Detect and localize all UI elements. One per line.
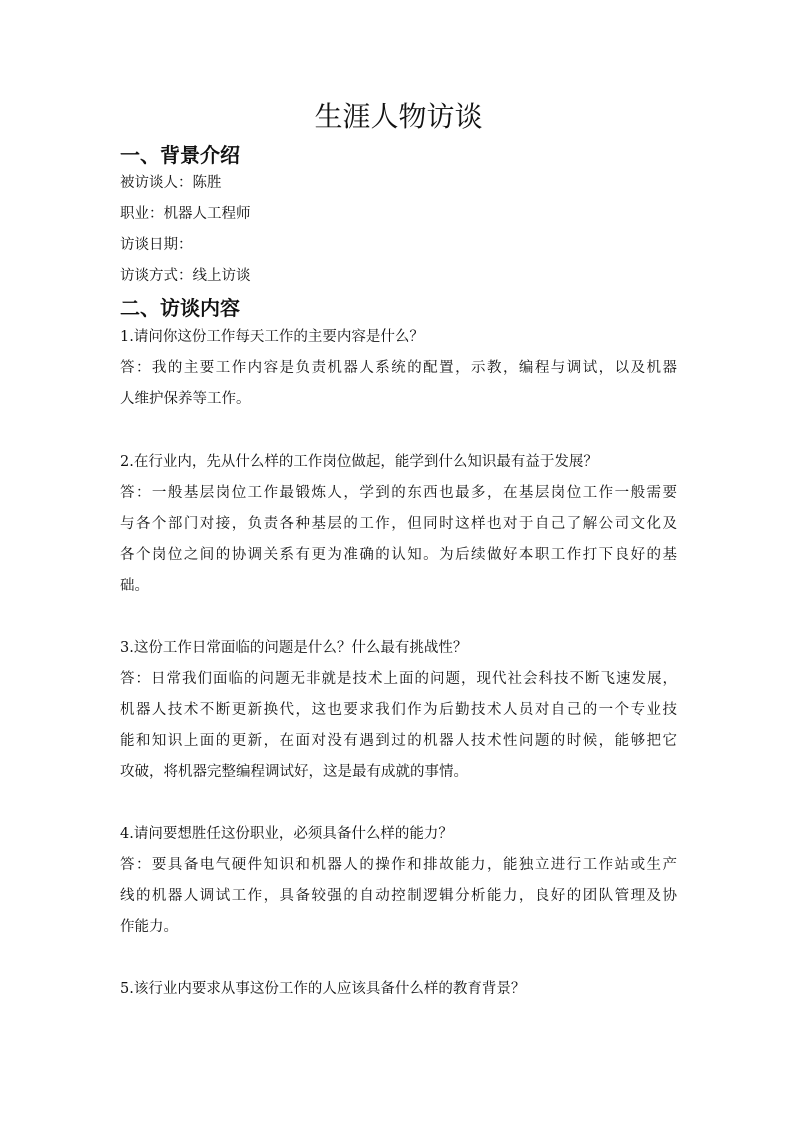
answer-2-line: 答：一般基层岗位工作最锻炼人，学到的东西也最多，在基层岗位工作一般需要 (120, 485, 677, 501)
answer-4-line: 作能力。 (120, 919, 178, 935)
answer-4-line: 答：要具备电气硬件知识和机器人的操作和排故能力，能独立进行工作站或生产 (120, 857, 677, 873)
field-method: 访谈方式：线上访谈 (120, 268, 251, 284)
answer-1-line: 答：我的主要工作内容是负责机器人系统的配置，示教，编程与调试，以及机器 (120, 360, 677, 376)
answer-2-line: 与各个部门对接，负责各种基层的工作，但同时这样也对于自己了解公司文化及 (120, 516, 677, 532)
answer-2-line: 础。 (120, 578, 149, 594)
field-interviewee: 被访谈人：陈胜 (120, 175, 222, 191)
answer-3-line: 机器人技术不断更新换代，这也要求我们作为后勤技术人员对自己的一个专业技 (120, 702, 677, 718)
question-5: 5.该行业内要求从事这份工作的人应该具备什么样的教育背景？ (120, 981, 526, 997)
question-1: 1.请问你这份工作每天工作的主要内容是什么？ (120, 329, 424, 345)
answer-1-line: 人维护保养等工作。 (120, 391, 251, 407)
answer-3-line: 能和知识上面的更新，在面对没有遇到过的机器人技术性问题的时候，能够把它 (120, 733, 677, 749)
section-heading-content: 二、访谈内容 (120, 296, 240, 320)
question-4: 4.请问要想胜任这份职业，必须具备什么样的能力？ (120, 826, 453, 842)
question-3: 3.这份工作日常面临的问题是什么？什么最有挑战性？ (120, 640, 468, 656)
answer-3-line: 攻破，将机器完整编程调试好，这是最有成就的事情。 (120, 764, 468, 780)
answer-4-line: 线的机器人调试工作，具备较强的自动控制逻辑分析能力，良好的团队管理及协 (120, 888, 677, 904)
section-heading-background: 一、背景介绍 (120, 143, 240, 167)
field-date: 访谈日期： (120, 237, 193, 253)
field-occupation: 职业：机器人工程师 (120, 206, 251, 222)
question-2: 2.在行业内，先从什么样的工作岗位做起，能学到什么知识最有益于发展？ (120, 454, 598, 470)
answer-3-line: 答：日常我们面临的问题无非就是技术上面的问题，现代社会科技不断飞速发展， (120, 671, 677, 687)
answer-2-line: 各个岗位之间的协调关系有更为准确的认知。为后续做好本职工作打下良好的基 (120, 547, 677, 563)
document-title: 生涯人物访谈 (314, 100, 483, 133)
